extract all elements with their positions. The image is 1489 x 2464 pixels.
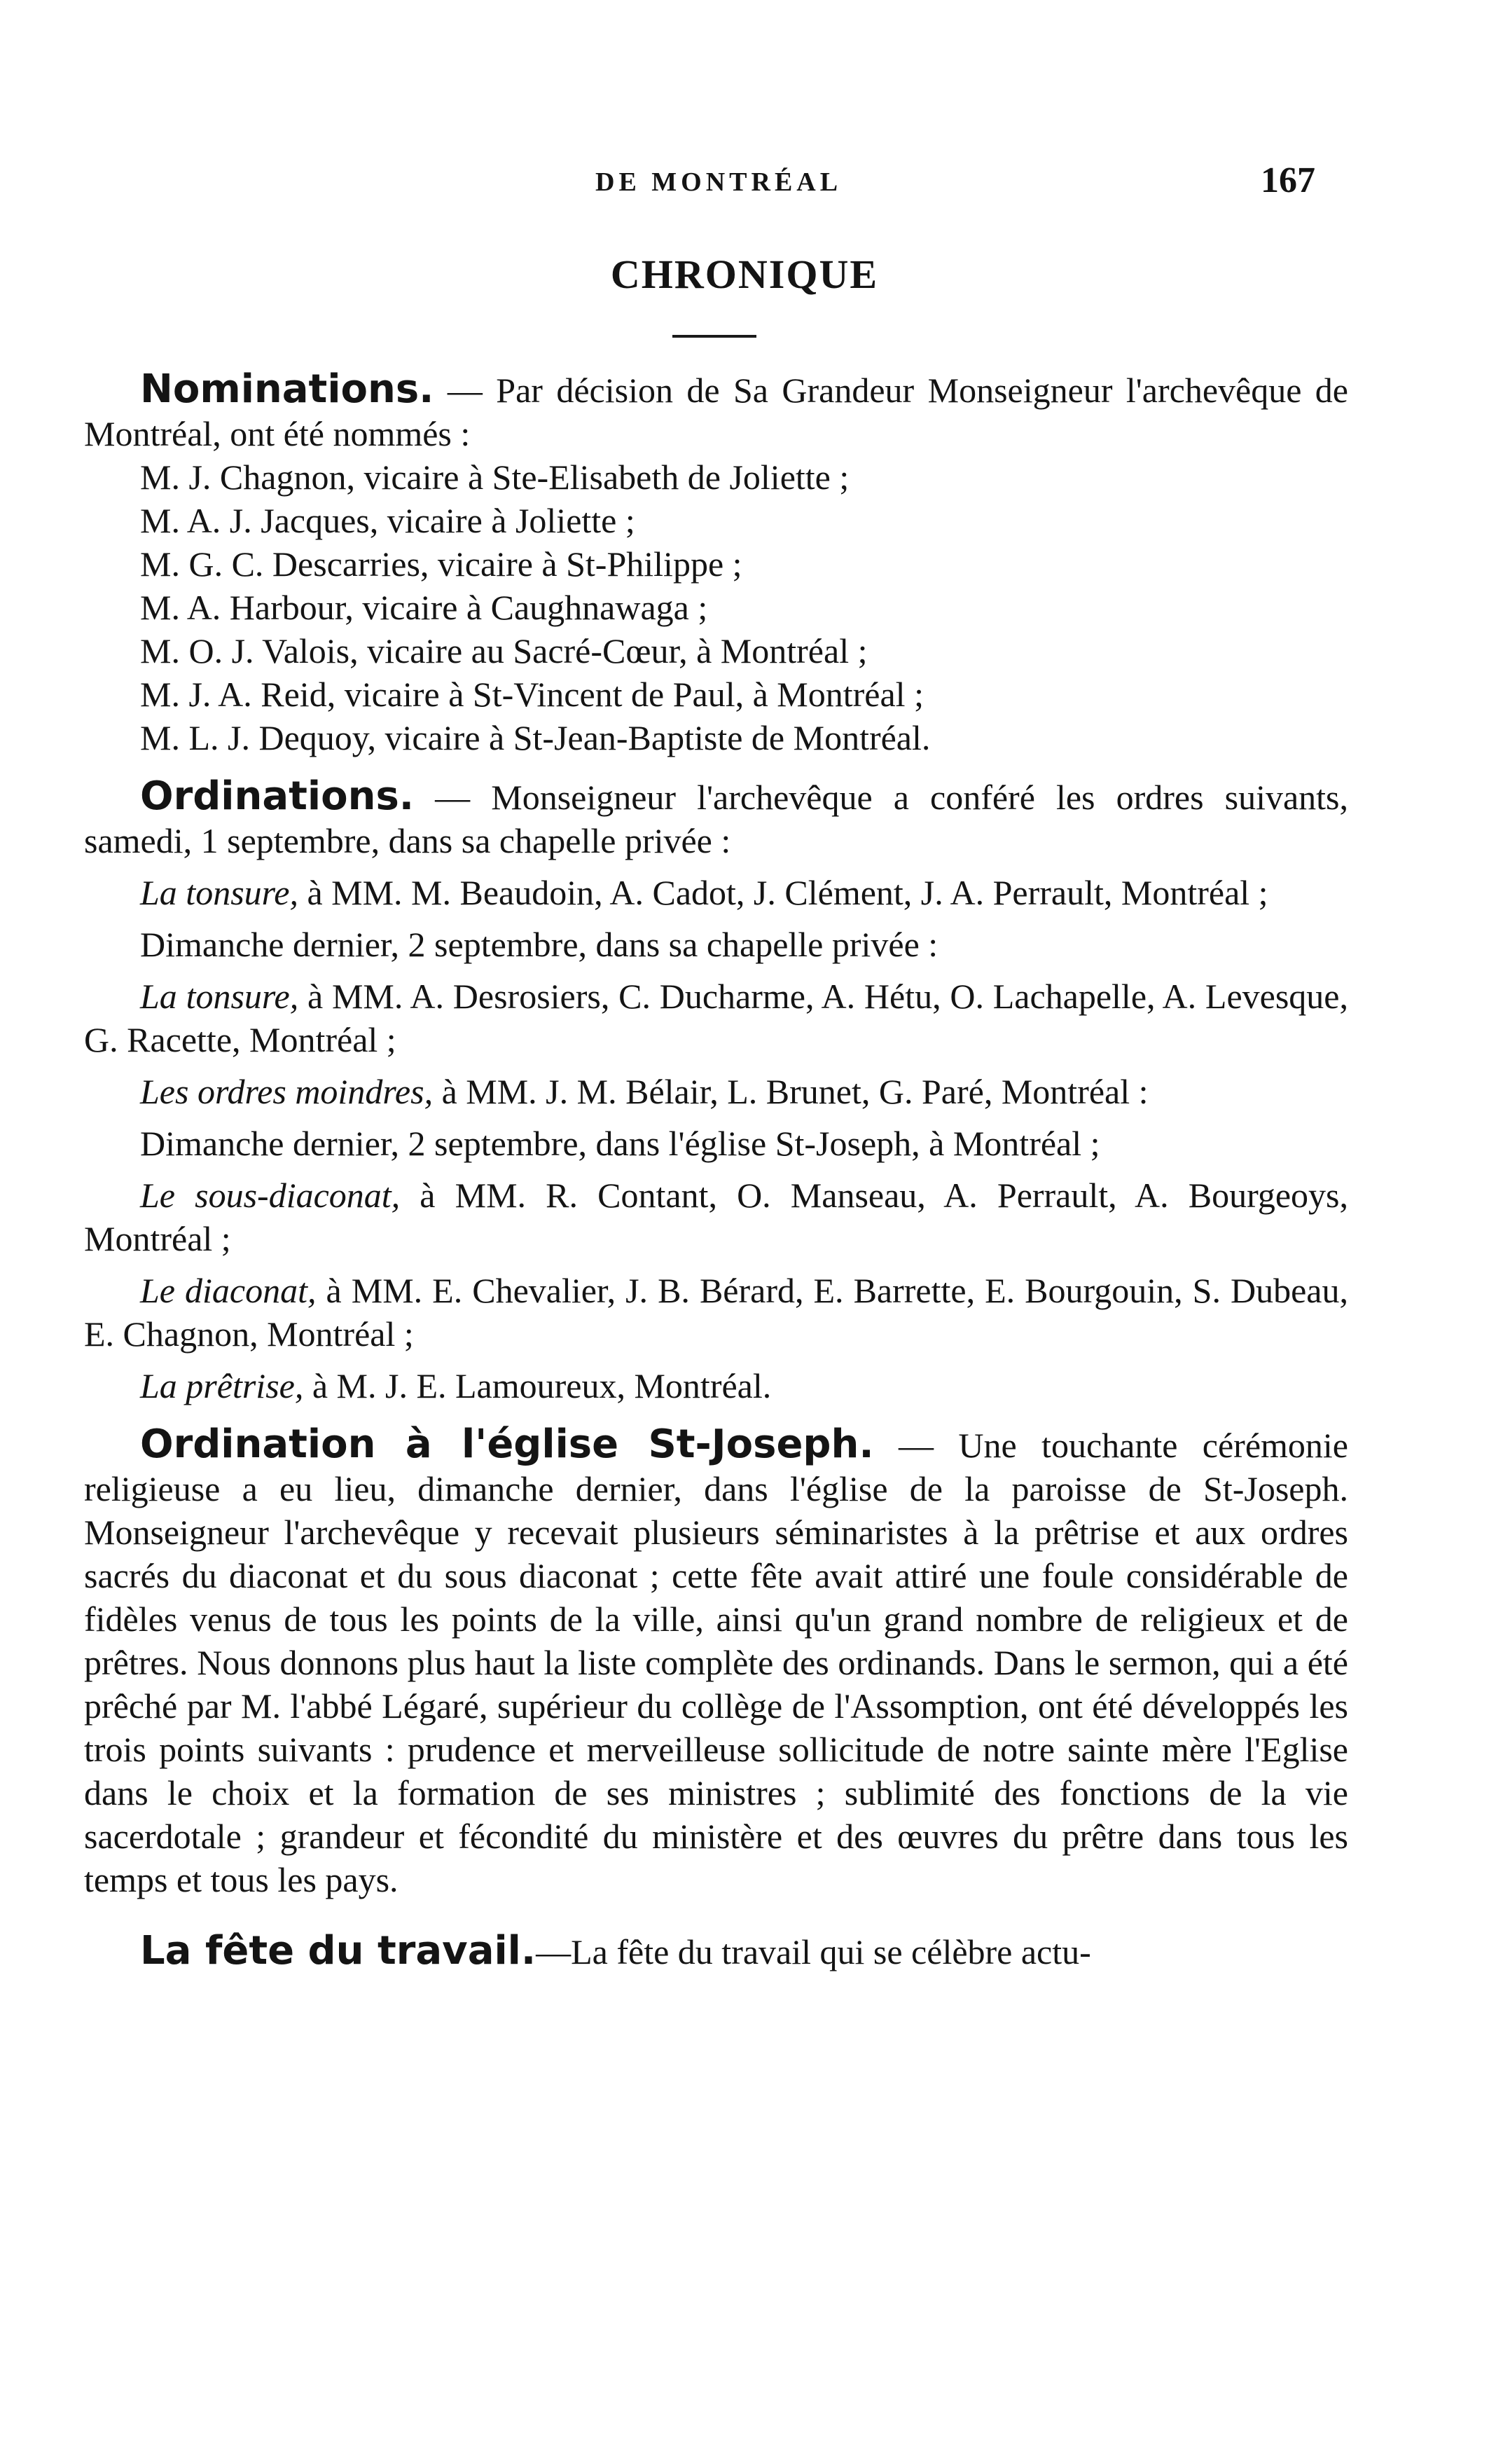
order-label: Le diaconat, [140,1271,317,1310]
order-names: à MM. E. Chevalier, J. B. Bérard, E. Barrette, E. Bourgouin, S. Dubeau, E. Chagnon, Montréal ; [84,1271,1348,1354]
order-label: Les ordres moindres, [140,1072,434,1111]
order-names: à MM. A. Desrosiers, C. Ducharme, A. Hétu, O. Lachapelle, A. Levesque, G. Racette, Montréal ; [84,977,1348,1059]
ordination-item [84,871,1348,914]
ordination-date: Dimanche dernier, 2 septembre, dans sa chapelle privée : [140,925,939,964]
fete-travail-heading: La fête du travail. [140,1928,536,1974]
order-label: La prêtrise, [140,1366,304,1405]
order-names: à MM. M. Beaudoin, A. Cadot, J. Clément, J. A. Perrault, Montréal ; [298,873,1268,912]
nomination-entry: M. A. Harbour, vicaire à Caughnawaga ; [140,588,708,627]
ordination-eglise-heading: Ordination à l'église St-Joseph. [140,1422,874,1467]
ordination-eglise-text: — Une touchante cérémonie religieuse a eu lieu, dimanche dernier, dans l'église de la paroisse de St-Joseph. Monseigneur l'archevêque y recevait plusieurs séminaristes à la prêtrise et aux ordres sacrés du diaconat et du sous diaconat ; cette fête avait attiré une foule considérable de fidèles venus de tous les points de la ville, ainsi qu'un grand nombre de religieux et de prêtres. Nous donnons plus haut la liste complète des ordinands. Dans le sermon, qui a été prêché par M. l'abbé Légaré, supérieur du collège de l'Assomption, ont été développés les trois points suivants : prudence et merveilleuse sollicitude de notre sainte mère l'Eglise dans le choix et la formation de ses ministres ; sublimité des fonctions de la vie sacerdotale ; grandeur et fécondité du ministère et des œuvres du prêtre dans tous les temps et tous les pays. [84,1426,1348,1899]
order-names: à MM. J. M. Bélair, L. Brunet, G. Paré, Montréal : [433,1072,1149,1111]
order-names: à MM. R. Contant, O. Manseau, A. Perrault, A. Bourgeoys, Montréal ; [84,1176,1349,1258]
ordination-date: Dimanche dernier, 2 septembre, dans l'église St-Joseph, à Montréal ; [140,1124,1100,1163]
chronique-text [84,368,1348,1974]
nomination-entry: M. L. J. Dequoy, vicaire à St-Jean-Baptiste de Montréal. [140,718,931,757]
nominations-heading: Nominations. [140,366,434,412]
nominations-intro: — Par décision de Sa Grandeur Monseigneur l'archevêque de Montréal, ont été nommés : [84,371,1348,453]
page-number: 167 [1261,160,1315,200]
nomination-entry: M. A. J. Jacques, vicaire à Joliette ; [140,501,635,540]
ordinations-paragraph [84,775,1348,862]
ordination-eglise-paragraph [84,1423,1348,1901]
running-head [0,160,1489,209]
ordination-item [84,975,1348,1061]
order-label: La tonsure, [140,873,298,912]
nomination-entry: M. G. C. Descarries, vicaire à St-Philippe ; [140,544,742,584]
running-title: DE MONTRÉAL [595,167,843,197]
fete-travail-paragraph [84,1929,1348,1974]
ordinations-intro: — Monseigneur l'archevêque a conféré les ordres suivants, samedi, 1 septembre, dans sa chapelle privée : [84,778,1348,860]
ordination-item [84,1364,1348,1407]
order-label: La tonsure, [140,977,299,1016]
ordinations-heading: Ordinations. [140,773,415,819]
ordination-item [84,1070,1348,1113]
nomination-entry: M. J. A. Reid, vicaire à St-Vincent de Paul, à Montréal ; [140,675,924,714]
ordination-item [84,1174,1348,1260]
order-label: Le sous-diaconat, [140,1176,401,1215]
nominations-paragraph [84,368,1348,455]
ordination-item [84,1269,1348,1356]
nomination-entry: M. O. J. Valois, vicaire au Sacré-Cœur, à Montréal ; [140,631,868,670]
section-title: CHRONIQUE [610,252,879,297]
nomination-entry: M. J. Chagnon, vicaire à Ste-Elisabeth de Joliette ; [140,457,850,497]
fete-travail-text: —La fête du travail qui se célèbre actu- [536,1932,1091,1971]
order-names: à M. J. E. Lamoureux, Montréal. [303,1366,772,1405]
title-rule [672,335,756,338]
